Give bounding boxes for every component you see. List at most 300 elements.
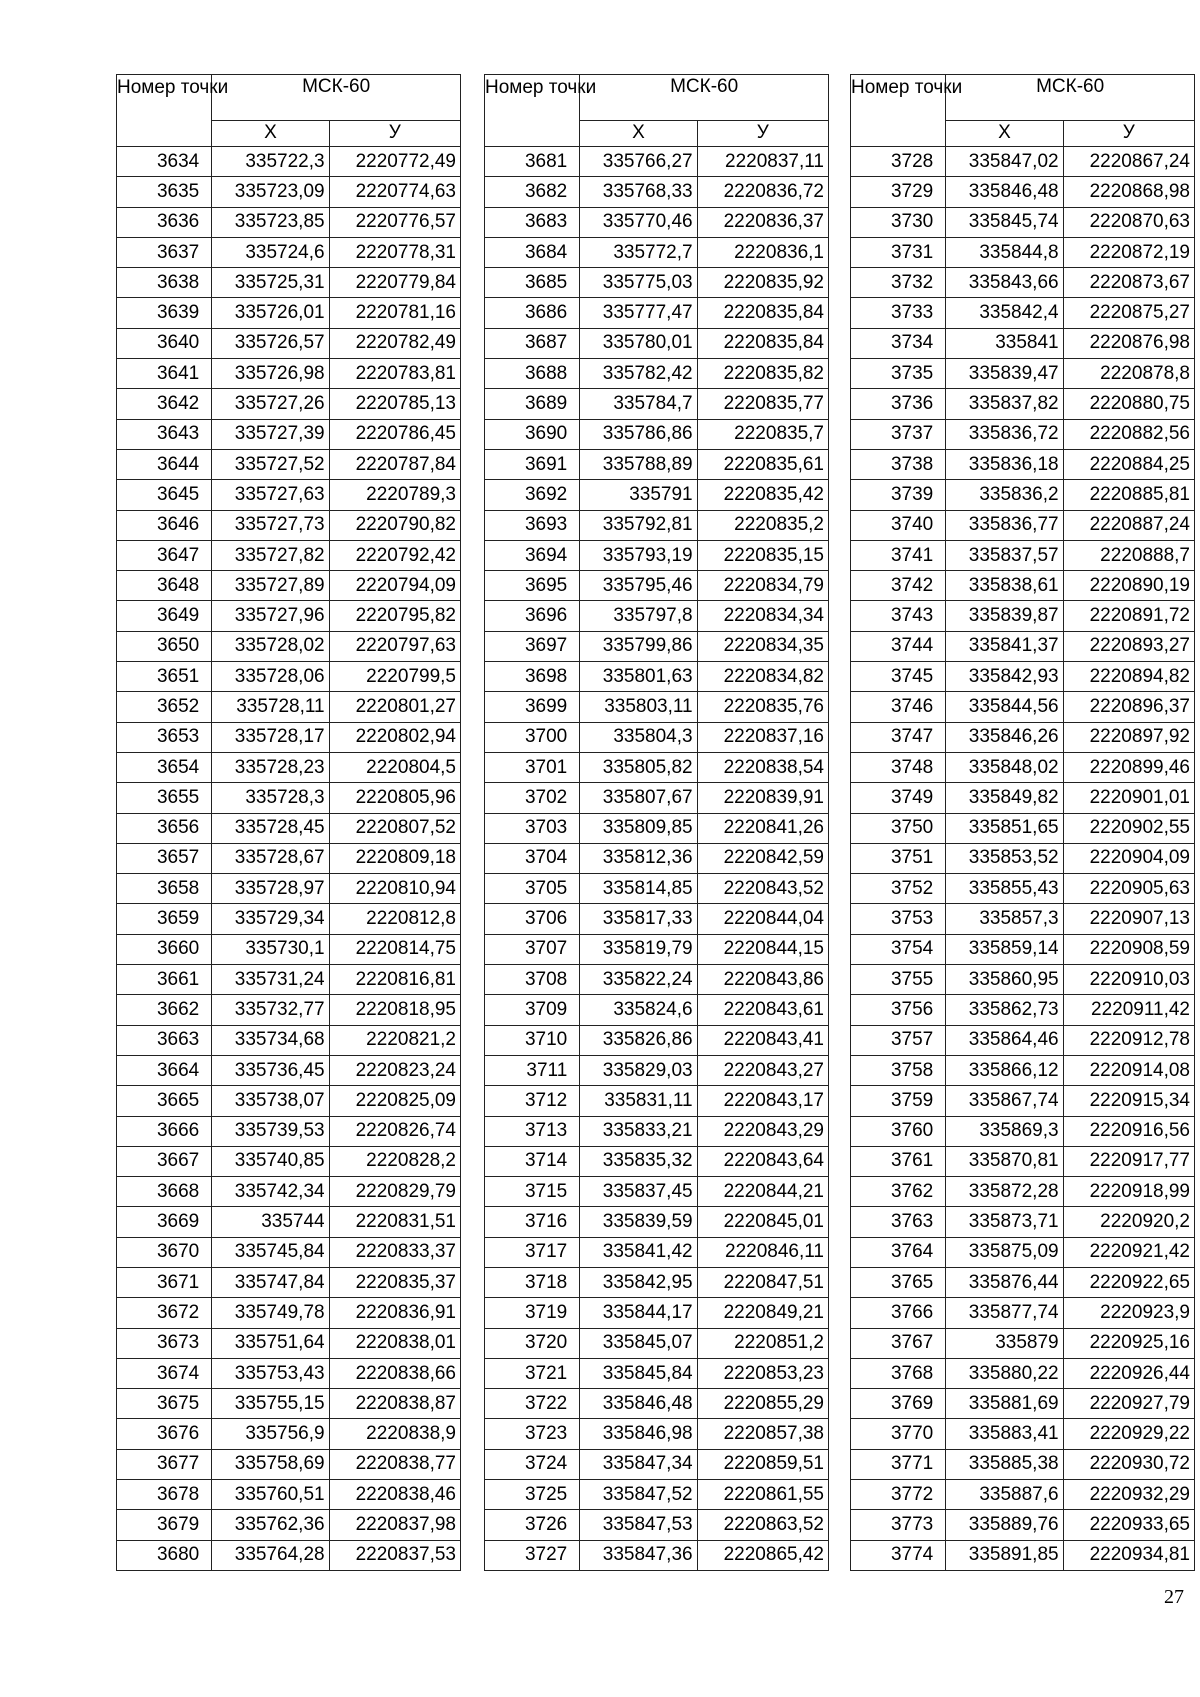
table-row [851,692,1195,722]
y-coordinate-cell: 2220907,13 [1063,904,1194,934]
x-coordinate-cell: 335758,69 [212,1449,329,1479]
y-coordinate-cell: 2220911,42 [1063,995,1194,1025]
x-coordinate-cell: 335877,74 [946,1298,1063,1328]
point-number-cell: 3644 [117,449,212,479]
point-number-cell: 3760 [851,1116,946,1146]
x-coordinate-cell: 335727,82 [212,540,329,570]
x-coordinate-cell: 335885,38 [946,1449,1063,1479]
point-number-cell: 3660 [117,934,212,964]
table-row [851,540,1195,570]
table-row [851,904,1195,934]
y-coordinate-cell: 2220783,81 [329,359,460,389]
table-row [485,359,829,389]
x-coordinate-cell: 335842,95 [580,1267,697,1297]
table-row [117,1267,461,1297]
point-number-cell: 3696 [485,601,580,631]
table-row [485,722,829,752]
x-coordinate-cell: 335784,7 [580,389,697,419]
point-number-cell: 3715 [485,1177,580,1207]
point-number-cell: 3718 [485,1267,580,1297]
y-coordinate-cell: 2220867,24 [1063,147,1194,177]
y-coordinate-cell: 2220925,16 [1063,1328,1194,1358]
coordinates-table-3 [850,74,1195,1571]
table-row [117,298,461,328]
table-row [117,177,461,207]
x-coordinate-cell: 335842,4 [946,298,1063,328]
x-coordinate-cell: 335799,86 [580,631,697,661]
y-coordinate-cell: 2220897,92 [1063,722,1194,752]
table-row [485,1267,829,1297]
y-coordinate-cell: 2220863,52 [697,1510,828,1540]
y-coordinate-cell: 2220875,27 [1063,298,1194,328]
table-row [117,147,461,177]
table-row [485,874,829,904]
x-coordinate-cell: 335727,96 [212,601,329,631]
x-coordinate-cell: 335860,95 [946,965,1063,995]
point-number-cell: 3759 [851,1086,946,1116]
point-number-cell: 3743 [851,601,946,631]
point-number-cell: 3697 [485,631,580,661]
table-row [117,268,461,298]
x-coordinate-cell: 335764,28 [212,1540,329,1570]
point-number-cell: 3737 [851,419,946,449]
table-row [851,995,1195,1025]
x-coordinate-cell: 335766,27 [580,147,697,177]
point-number-cell: 3698 [485,662,580,692]
y-coordinate-cell: 2220835,84 [697,298,828,328]
y-coordinate-cell: 2220872,19 [1063,237,1194,267]
x-coordinate-cell: 335724,6 [212,237,329,267]
x-coordinate-cell: 335729,34 [212,904,329,934]
y-coordinate-cell: 2220794,09 [329,571,460,601]
table-row [851,1540,1195,1570]
table-row [117,1146,461,1176]
x-coordinate-cell: 335725,31 [212,268,329,298]
table-row [851,359,1195,389]
y-coordinate-cell: 2220831,51 [329,1207,460,1237]
point-number-cell: 3740 [851,510,946,540]
y-coordinate-cell: 2220834,79 [697,571,828,601]
table-row [117,359,461,389]
y-coordinate-cell: 2220920,2 [1063,1207,1194,1237]
point-number-cell: 3731 [851,237,946,267]
y-coordinate-cell: 2220786,45 [329,419,460,449]
y-coordinate-cell: 2220812,8 [329,904,460,934]
x-coordinate-cell: 335727,52 [212,449,329,479]
y-coordinate-cell: 2220826,74 [329,1116,460,1146]
x-coordinate-cell: 335862,73 [946,995,1063,1025]
point-number-header: Номер точки [485,75,580,147]
point-number-cell: 3732 [851,268,946,298]
x-coordinate-cell: 335847,36 [580,1540,697,1570]
table-row [485,783,829,813]
table-row [485,419,829,449]
y-coordinate-cell: 2220829,79 [329,1177,460,1207]
y-coordinate-cell: 2220926,44 [1063,1358,1194,1388]
table-row [117,662,461,692]
point-number-cell: 3649 [117,601,212,631]
x-coordinate-cell: 335731,24 [212,965,329,995]
y-coordinate-cell: 2220795,82 [329,601,460,631]
y-coordinate-cell: 2220837,16 [697,722,828,752]
y-coordinate-cell: 2220837,53 [329,1540,460,1570]
point-number-cell: 3666 [117,1116,212,1146]
y-coordinate-cell: 2220843,27 [697,1055,828,1085]
point-number-cell: 3656 [117,813,212,843]
table-row [851,722,1195,752]
point-number-cell: 3752 [851,874,946,904]
table-row [485,1358,829,1388]
table-row [485,1510,829,1540]
point-number-cell: 3668 [117,1177,212,1207]
y-coordinate-cell: 2220833,37 [329,1237,460,1267]
x-coordinate-cell: 335846,48 [946,177,1063,207]
point-number-cell: 3713 [485,1116,580,1146]
point-number-cell: 3757 [851,1025,946,1055]
table-row [485,1025,829,1055]
y-coordinate-cell: 2220776,57 [329,207,460,237]
point-number-cell: 3716 [485,1207,580,1237]
table-row [851,207,1195,237]
x-coordinate-cell: 335847,52 [580,1480,697,1510]
point-number-cell: 3646 [117,510,212,540]
x-coordinate-cell: 335782,42 [580,359,697,389]
y-coordinate-cell: 2220921,42 [1063,1237,1194,1267]
table-row [851,813,1195,843]
x-coordinate-cell: 335844,17 [580,1298,697,1328]
x-coordinate-cell: 335804,3 [580,722,697,752]
point-number-cell: 3733 [851,298,946,328]
y-coordinate-cell: 2220835,7 [697,419,828,449]
x-coordinate-cell: 335751,64 [212,1328,329,1358]
x-coordinate-cell: 335846,26 [946,722,1063,752]
table-row [851,449,1195,479]
table-row [485,1480,829,1510]
y-coordinate-cell: 2220839,91 [697,783,828,813]
table-row [851,874,1195,904]
point-number-cell: 3650 [117,631,212,661]
y-coordinate-cell: 2220802,94 [329,722,460,752]
y-coordinate-cell: 2220823,24 [329,1055,460,1085]
point-number-cell: 3753 [851,904,946,934]
table-row [851,1207,1195,1237]
point-number-cell: 3767 [851,1328,946,1358]
y-coordinate-cell: 2220917,77 [1063,1146,1194,1176]
table-row [485,1207,829,1237]
y-coordinate-cell: 2220893,27 [1063,631,1194,661]
y-coordinate-cell: 2220896,37 [1063,692,1194,722]
y-coordinate-cell: 2220836,37 [697,207,828,237]
point-number-cell: 3768 [851,1358,946,1388]
table-row [117,1177,461,1207]
x-coordinate-cell: 335726,01 [212,298,329,328]
x-coordinate-cell: 335768,33 [580,177,697,207]
y-coordinate-cell: 2220861,55 [697,1480,828,1510]
point-number-cell: 3714 [485,1146,580,1176]
y-coordinate-cell: 2220835,77 [697,389,828,419]
x-coordinate-cell: 335807,67 [580,783,697,813]
coordinate-system-header: МСК-60 [212,75,461,121]
table-row [851,510,1195,540]
y-coordinate-cell: 2220844,21 [697,1177,828,1207]
table-row [117,449,461,479]
table-row [117,752,461,782]
point-number-cell: 3770 [851,1419,946,1449]
point-number-cell: 3693 [485,510,580,540]
y-coordinate-cell: 2220910,03 [1063,965,1194,995]
point-number-cell: 3688 [485,359,580,389]
y-coordinate-cell: 2220916,56 [1063,1116,1194,1146]
x-coordinate-cell: 335728,06 [212,662,329,692]
point-number-cell: 3678 [117,1480,212,1510]
table-row [485,1237,829,1267]
y-coordinate-cell: 2220835,82 [697,359,828,389]
y-coordinate-cell: 2220838,01 [329,1328,460,1358]
point-number-cell: 3727 [485,1540,580,1570]
y-coordinate-cell: 2220857,38 [697,1419,828,1449]
point-number-cell: 3684 [485,237,580,267]
y-coordinate-cell: 2220843,29 [697,1116,828,1146]
point-number-cell: 3704 [485,843,580,873]
x-coordinate-cell: 335730,1 [212,934,329,964]
x-coordinate-cell: 335837,82 [946,389,1063,419]
point-number-cell: 3639 [117,298,212,328]
x-coordinate-cell: 335844,8 [946,237,1063,267]
point-number-cell: 3653 [117,722,212,752]
point-number-cell: 3721 [485,1358,580,1388]
point-number-cell: 3672 [117,1298,212,1328]
point-number-cell: 3635 [117,177,212,207]
point-number-cell: 3658 [117,874,212,904]
x-coordinate-cell: 335817,33 [580,904,697,934]
y-coordinate-cell: 2220841,26 [697,813,828,843]
point-number-cell: 3665 [117,1086,212,1116]
x-coordinate-cell: 335738,07 [212,1086,329,1116]
y-coordinate-cell: 2220834,35 [697,631,828,661]
table-row [117,1358,461,1388]
table-row [485,268,829,298]
y-coordinate-cell: 2220825,09 [329,1086,460,1116]
x-coordinate-cell: 335859,14 [946,934,1063,964]
table-row [851,934,1195,964]
point-number-cell: 3736 [851,389,946,419]
table-row [117,692,461,722]
x-coordinate-cell: 335872,28 [946,1177,1063,1207]
point-number-cell: 3673 [117,1328,212,1358]
y-coordinate-cell: 2220787,84 [329,449,460,479]
x-axis-header: X [580,121,697,147]
point-number-cell: 3683 [485,207,580,237]
y-coordinate-cell: 2220778,31 [329,237,460,267]
x-coordinate-cell: 335760,51 [212,1480,329,1510]
x-coordinate-cell: 335891,85 [946,1540,1063,1570]
table-row [851,1510,1195,1540]
coordinates-table-2 [484,74,829,1571]
y-coordinate-cell: 2220843,64 [697,1146,828,1176]
table-row [851,1328,1195,1358]
y-coordinate-cell: 2220818,95 [329,995,460,1025]
point-number-cell: 3651 [117,662,212,692]
y-coordinate-cell: 2220932,29 [1063,1480,1194,1510]
x-coordinate-cell: 335728,3 [212,783,329,813]
point-number-cell: 3655 [117,783,212,813]
table-row [851,177,1195,207]
x-coordinate-cell: 335836,2 [946,480,1063,510]
y-coordinate-cell: 2220837,11 [697,147,828,177]
table-row [117,1419,461,1449]
y-coordinate-cell: 2220905,63 [1063,874,1194,904]
point-number-cell: 3687 [485,328,580,358]
point-number-cell: 3748 [851,752,946,782]
x-coordinate-cell: 335747,84 [212,1267,329,1297]
x-coordinate-cell: 335734,68 [212,1025,329,1055]
x-coordinate-cell: 335842,93 [946,662,1063,692]
x-coordinate-cell: 335835,32 [580,1146,697,1176]
y-coordinate-cell: 2220834,34 [697,601,828,631]
table-row [485,1389,829,1419]
y-coordinate-cell: 2220842,59 [697,843,828,873]
table-row [485,571,829,601]
x-coordinate-cell: 335803,11 [580,692,697,722]
x-coordinate-cell: 335845,84 [580,1358,697,1388]
y-coordinate-cell: 2220929,22 [1063,1419,1194,1449]
x-coordinate-cell: 335876,44 [946,1267,1063,1297]
point-number-cell: 3750 [851,813,946,843]
y-coordinate-cell: 2220772,49 [329,147,460,177]
page-number: 27 [1164,1586,1184,1608]
table-row [117,1540,461,1570]
point-number-cell: 3773 [851,1510,946,1540]
table-row [117,1480,461,1510]
table-row [117,1086,461,1116]
point-number-cell: 3745 [851,662,946,692]
point-number-cell: 3719 [485,1298,580,1328]
table-row [117,995,461,1025]
point-number-cell: 3711 [485,1055,580,1085]
table-row [485,147,829,177]
point-number-cell: 3674 [117,1358,212,1388]
x-coordinate-cell: 335845,74 [946,207,1063,237]
table-row [485,904,829,934]
point-number-cell: 3703 [485,813,580,843]
point-number-cell: 3766 [851,1298,946,1328]
x-coordinate-cell: 335845,07 [580,1328,697,1358]
y-coordinate-cell: 2220835,92 [697,268,828,298]
y-coordinate-cell: 2220915,34 [1063,1086,1194,1116]
point-number-cell: 3636 [117,207,212,237]
point-number-header: Номер точки [851,75,946,147]
x-coordinate-cell: 335805,82 [580,752,697,782]
table-row [117,1025,461,1055]
table-row [851,662,1195,692]
y-coordinate-cell: 2220785,13 [329,389,460,419]
point-number-cell: 3734 [851,328,946,358]
table-row [117,1207,461,1237]
y-coordinate-cell: 2220901,01 [1063,783,1194,813]
point-number-cell: 3681 [485,147,580,177]
x-coordinate-cell: 335728,67 [212,843,329,873]
x-coordinate-cell: 335889,76 [946,1510,1063,1540]
x-coordinate-cell: 335728,23 [212,752,329,782]
x-coordinate-cell: 335740,85 [212,1146,329,1176]
x-coordinate-cell: 335829,03 [580,1055,697,1085]
x-coordinate-cell: 335839,59 [580,1207,697,1237]
table-row [485,207,829,237]
x-coordinate-cell: 335870,81 [946,1146,1063,1176]
point-number-cell: 3712 [485,1086,580,1116]
table-row [851,843,1195,873]
y-coordinate-cell: 2220835,61 [697,449,828,479]
table-row [851,1298,1195,1328]
point-number-cell: 3669 [117,1207,212,1237]
y-coordinate-cell: 2220868,98 [1063,177,1194,207]
table-row [485,480,829,510]
x-coordinate-cell: 335777,47 [580,298,697,328]
y-coordinate-cell: 2220912,78 [1063,1025,1194,1055]
point-number-cell: 3728 [851,147,946,177]
table-row [851,1116,1195,1146]
table-row [851,389,1195,419]
y-coordinate-cell: 2220873,67 [1063,268,1194,298]
y-coordinate-cell: 2220847,51 [697,1267,828,1297]
x-coordinate-cell: 335756,9 [212,1419,329,1449]
table-row [851,1449,1195,1479]
table-row [117,934,461,964]
table-row [851,1419,1195,1449]
x-coordinate-cell: 335742,34 [212,1177,329,1207]
y-coordinate-cell: 2220804,5 [329,752,460,782]
point-number-cell: 3634 [117,147,212,177]
point-number-cell: 3739 [851,480,946,510]
point-number-cell: 3648 [117,571,212,601]
x-coordinate-cell: 335822,24 [580,965,697,995]
point-number-cell: 3774 [851,1540,946,1570]
y-coordinate-cell: 2220835,15 [697,540,828,570]
y-coordinate-cell: 2220849,21 [697,1298,828,1328]
y-coordinate-cell: 2220814,75 [329,934,460,964]
table-row [851,1480,1195,1510]
table-row [485,1146,829,1176]
point-number-cell: 3638 [117,268,212,298]
point-number-cell: 3640 [117,328,212,358]
y-coordinate-cell: 2220918,99 [1063,1177,1194,1207]
table-row [117,237,461,267]
x-coordinate-cell: 335814,85 [580,874,697,904]
table-row [117,722,461,752]
y-coordinate-cell: 2220927,79 [1063,1389,1194,1419]
table-row [117,480,461,510]
x-coordinate-cell: 335838,61 [946,571,1063,601]
x-coordinate-cell: 335875,09 [946,1237,1063,1267]
table-row [851,237,1195,267]
point-number-cell: 3723 [485,1419,580,1449]
y-coordinate-cell: 2220845,01 [697,1207,828,1237]
x-coordinate-cell: 335727,26 [212,389,329,419]
point-number-cell: 3755 [851,965,946,995]
y-coordinate-cell: 2220816,81 [329,965,460,995]
point-number-cell: 3756 [851,995,946,1025]
y-coordinate-cell: 2220836,72 [697,177,828,207]
x-coordinate-cell: 335841 [946,328,1063,358]
table-row [117,1298,461,1328]
table-row [485,1055,829,1085]
point-number-cell: 3645 [117,480,212,510]
x-coordinate-cell: 335839,87 [946,601,1063,631]
table-row [485,1177,829,1207]
y-axis-header: У [697,121,828,147]
table-row [851,1237,1195,1267]
x-coordinate-cell: 335819,79 [580,934,697,964]
